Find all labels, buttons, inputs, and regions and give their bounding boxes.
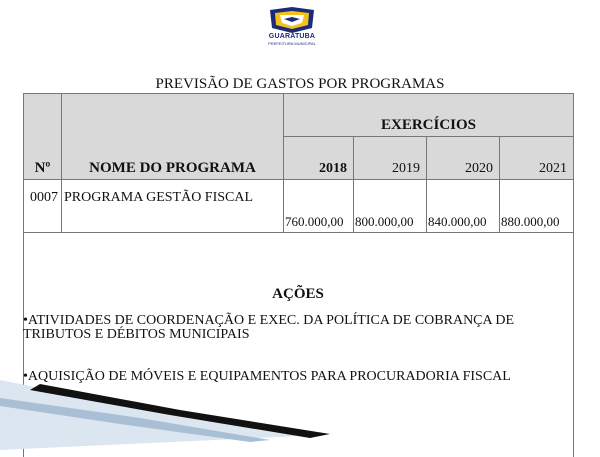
header-year: 2020 bbox=[427, 137, 500, 180]
logo-name: GUARATUBA bbox=[268, 33, 316, 40]
program-value: 880.000,00 bbox=[500, 180, 574, 233]
program-value: 800.000,00 bbox=[354, 180, 427, 233]
decorative-swoosh bbox=[0, 370, 600, 450]
program-name: PROGRAMA GESTÃO FISCAL bbox=[62, 180, 284, 233]
logo-subtitle: PREFEITURA MUNICIPAL bbox=[268, 41, 316, 46]
guaratuba-logo bbox=[262, 6, 322, 48]
acao-item: •AQUISIÇÃO DE MÓVEIS E EQUIPAMENTOS PARA PROCURADORIA FISCAL bbox=[23, 369, 511, 384]
budget-table bbox=[23, 93, 574, 233]
program-value: 840.000,00 bbox=[427, 180, 500, 233]
acoes-title: AÇÕES bbox=[272, 286, 324, 302]
header-no: Nº bbox=[24, 94, 62, 180]
header-exercicios: EXERCÍCIOS bbox=[284, 94, 574, 137]
header-year: 2019 bbox=[354, 137, 427, 180]
acao-item: •ATIVIDADES DE COORDENAÇÃO E EXEC. DA POLÍTICA DE COBRANÇA DE TRIBUTOS E DÉBITOS MUNICIPAIS bbox=[23, 313, 515, 342]
program-code: 0007 bbox=[24, 180, 62, 233]
page-title: PREVISÃO DE GASTOS POR PROGRAMAS bbox=[155, 76, 445, 92]
program-value: 760.000,00 bbox=[284, 180, 354, 233]
header-program-name: NOME DO PROGRAMA bbox=[62, 94, 284, 180]
header-year: 2018 bbox=[284, 137, 354, 180]
municipal-crest-icon bbox=[262, 6, 322, 34]
header-year: 2021 bbox=[500, 137, 574, 180]
